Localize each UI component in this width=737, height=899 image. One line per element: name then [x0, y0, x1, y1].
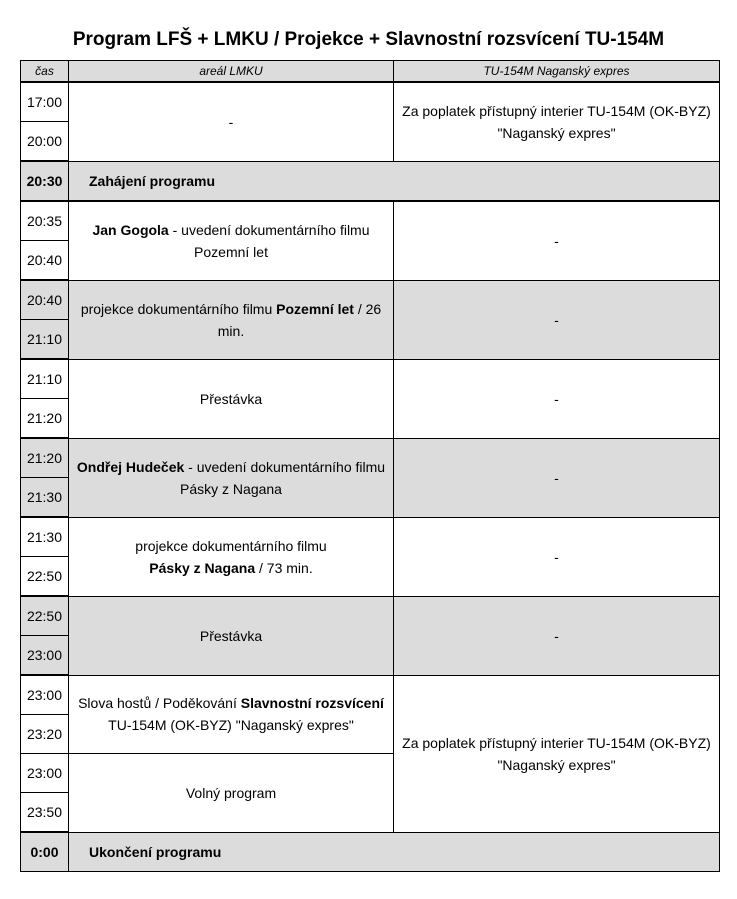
areal-cell: Přestávka [69, 596, 394, 675]
table-row [21, 675, 720, 715]
tu-cell: - [394, 280, 720, 359]
table-header [21, 61, 720, 83]
areal-cell [69, 438, 394, 517]
event-title: Slavnostní rozsvícení [240, 695, 384, 712]
table-row [21, 517, 720, 557]
table-row [21, 438, 720, 478]
areal-cell [69, 280, 394, 359]
table-row [21, 201, 720, 241]
table-row [21, 596, 720, 636]
time-cell: 21:30 [21, 478, 69, 518]
header-areal: areál LMKU [69, 61, 394, 83]
time-cell: 0:00 [21, 832, 69, 872]
tu-cell: - [394, 438, 720, 517]
time-cell: 21:20 [21, 399, 69, 439]
areal-cell [69, 201, 394, 280]
areal-cell [69, 517, 394, 596]
speaker-name: Ondřej Hudeček [76, 458, 185, 475]
time-cell: 22:50 [21, 557, 69, 597]
time-cell: 23:00 [21, 754, 69, 793]
areal-text: Slova hostů / Poděkování [78, 695, 241, 712]
film-title: Pásky z Nagana [149, 559, 256, 576]
areal-text: TU-154M (OK-BYZ) "Naganský expres" [108, 717, 354, 734]
time-cell: 20:40 [21, 241, 69, 281]
areal-cell [69, 675, 394, 754]
time-cell: 21:20 [21, 438, 69, 478]
time-cell: 21:10 [21, 359, 69, 399]
areal-text: projekce dokumentárního filmu [135, 537, 327, 554]
time-cell: 20:00 [21, 122, 69, 162]
time-cell: 21:10 [21, 320, 69, 360]
areal-text: - uvedení dokumentárního filmu Pásky z Nagana [180, 458, 386, 497]
schedule-table [20, 60, 720, 872]
tu-cell: Za poplatek přístupný interier TU-154M (OK-BYZ) "Naganský expres" [394, 675, 720, 832]
areal-cell: - [69, 82, 394, 161]
table-row [21, 359, 720, 399]
film-title: Pozemní let [276, 300, 354, 317]
time-cell: 17:00 [21, 82, 69, 122]
time-cell: 23:00 [21, 675, 69, 715]
time-cell: 23:50 [21, 793, 69, 833]
tu-cell: - [394, 596, 720, 675]
time-cell: 23:00 [21, 636, 69, 676]
tu-cell: - [394, 201, 720, 280]
tu-cell: - [394, 517, 720, 596]
table-row [21, 161, 720, 201]
table-row [21, 832, 720, 872]
time-cell: 22:50 [21, 596, 69, 636]
areal-text: / 73 min. [255, 559, 313, 576]
time-cell: 20:40 [21, 280, 69, 320]
speaker-name: Jan Gogola [92, 221, 169, 238]
page-title: Program LFŠ + LMKU / Projekce + Slavnostní rozsvícení TU-154M [72, 29, 665, 50]
tu-cell: - [394, 359, 720, 438]
tu-cell: Za poplatek přístupný interier TU-154M (OK-BYZ) "Naganský expres" [394, 82, 720, 161]
areal-text: projekce dokumentárního filmu [80, 300, 277, 317]
areal-text: / 26 min. [217, 300, 382, 339]
time-cell: 23:20 [21, 715, 69, 754]
time-cell: 20:35 [21, 201, 69, 241]
header-time: čas [21, 61, 69, 83]
program-label: Ukončení programu [69, 832, 720, 872]
time-cell: 21:30 [21, 517, 69, 557]
table-row [21, 82, 720, 122]
time-cell: 20:30 [21, 161, 69, 201]
header-tu: TU-154M Naganský expres [394, 61, 720, 83]
areal-text: - uvedení dokumentárního filmu Pozemní let [168, 221, 370, 260]
areal-cell: Volný program [69, 754, 394, 833]
program-label: Zahájení programu [69, 161, 720, 201]
areal-cell: Přestávka [69, 359, 394, 438]
table-row [21, 280, 720, 320]
